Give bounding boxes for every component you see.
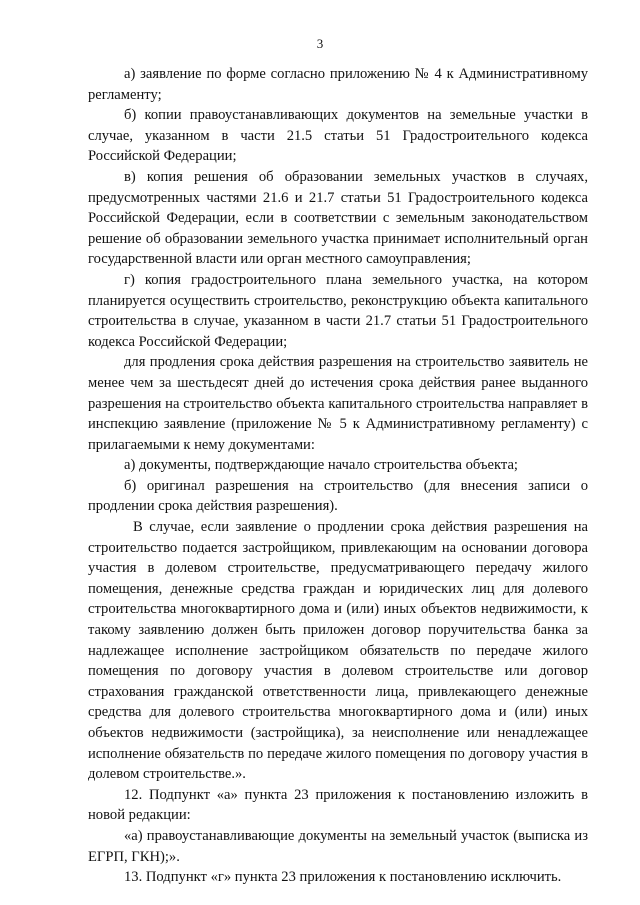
paragraph-item-v-land-formation-decision: в) копия решения об образовании земельных участков в случаях, предусмотренных частями 21.6 и 21.7 статьи 51 Градостроительного кодекса Российской Федерации, если в соответствии с земельным законодательством решение об образовании земельного участка принимает исполнительный орган государственной власти или орган местного самоуправления;: [88, 168, 588, 268]
paragraph-amendment-12: 12. Подпункт «а» пункта 23 приложения к постановлению изложить в новой редакции:: [88, 786, 588, 824]
paragraph-permit-extension: для продления срока действия разрешения на строительство заявитель не менее чем за шестьдесят дней до истечения срока действия ранее выданного разрешения на строительство объекта капитального строительства направляет в инспекцию заявление (приложение № 5 к Административному регламенту) с прилагаемыми к нему документами:: [88, 354, 588, 453]
paragraph-developer-guarantee: В случае, если заявление о продлении срока действия разрешения на строительство подается застройщиком, привлекающим на основании договора участия в долевом строительстве, предусматривающего передачу жилого помещения, денежные средства граждан и юридических лиц для долевого строительства многоквартирного дома и (или) иных объектов недвижимости, к такому заявлению должен быть приложен договор поручительства банка за надлежащее исполнение застройщиком обязательств по передаче жилого помещения по договору участия в долевом строительстве или договор страхования гражданской ответственности лица, привлекающего денежные средства для долевого строительства многоквартирного дома и (или) иных объектов недвижимости (застройщика), за неисполнение или ненадлежащее исполнение обязательств по передаче жилого помещения по договору участия в долевом строительстве.».: [88, 519, 588, 783]
page-number: 3: [316, 36, 324, 51]
paragraph-amendment-13: 13. Подпункт «г» пункта 23 приложения к постановлению исключить.: [124, 869, 562, 886]
paragraph-item-g-urban-plan: г) копия градостроительного плана земельного участка, на котором планируется осуществить строительство, реконструкцию объекта капитального строительства в случае, указанном в части 21.7 статьи 51 Градостроительного кодекса Российской Федерации;: [88, 271, 588, 350]
paragraph-amendment-12-text: «а) правоустанавливающие документы на земельный участок (выписка из ЕГРП, ГКН);».: [88, 827, 588, 865]
document-body: [88, 64, 588, 888]
paragraph-extension-item-a: а) документы, подтверждающие начало строительства объекта;: [124, 457, 518, 474]
paragraph-item-a-application: а) заявление по форме согласно приложению № 4 к Административному регламенту;: [88, 66, 588, 103]
paragraph-item-b-title-documents: б) копии правоустанавливающих документов на земельные участки в случае, указанном в части 21.5 статьи 51 Градостроительного кодекса Российской Федерации;: [88, 107, 588, 165]
paragraph-extension-item-b: б) оригинал разрешения на строительство (для внесения записи о продлении срока действия разрешения).: [88, 477, 588, 515]
